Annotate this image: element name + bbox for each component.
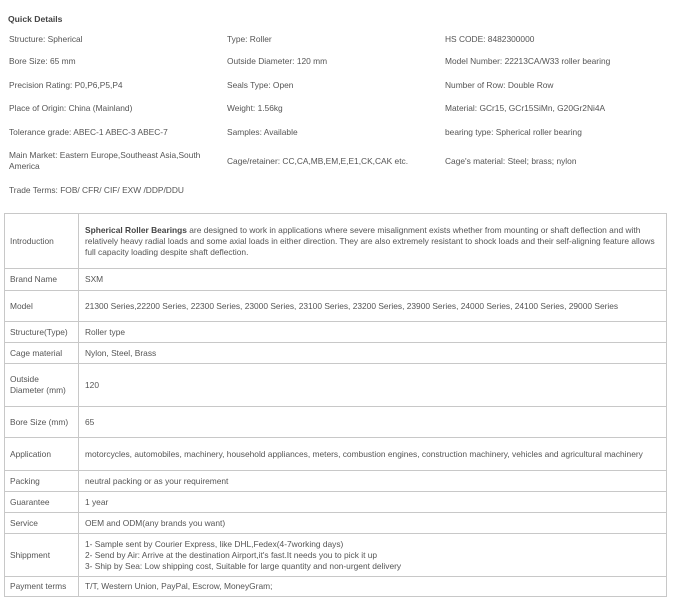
spec-label: Model — [5, 291, 79, 322]
quick-detail-cell: Trade Terms: FOB/ CFR/ CIF/ EXW /DDP/DDU — [9, 184, 184, 195]
spec-value: motorcycles, automobiles, machinery, household appliances, meters, combustion engines, construction machinery, vehicles and agricultural machinery — [79, 438, 667, 471]
spec-label: Introduction — [5, 214, 79, 269]
table-row — [5, 492, 667, 513]
quick-detail-cell — [221, 178, 439, 202]
table-row — [5, 407, 667, 438]
spec-label: Payment terms — [5, 577, 79, 597]
quick-detail-cell: Model Number: 22213CA/W33 roller bearing — [445, 56, 611, 66]
quick-detail-cell: Outside Diameter: 120 mm — [227, 56, 328, 66]
spec-label: Brand Name — [5, 269, 79, 291]
quick-detail-cell: Place of Origin: China (Mainland) — [9, 103, 133, 113]
table-row — [5, 322, 667, 343]
spec-label: Bore Size (mm) — [5, 407, 79, 438]
quick-detail-cell: Cage's material: Steel; brass; nylon — [445, 155, 577, 166]
quick-detail-cell: Material: GCr15, GCr15SiMn, G20Gr2Ni4A — [445, 103, 606, 113]
quick-detail-cell: Main Market: Eastern Europe,Southeast Asia,South America — [9, 150, 201, 171]
spec-label: Guarantee — [5, 492, 79, 513]
quick-detail-cell: Cage/retainer: CC,CA,MB,EM,E,E1,CK,CAK etc. — [227, 155, 409, 166]
spec-label: Cage material — [5, 343, 79, 364]
shippment-line: 3- Ship by Sea: Low shipping cost, Suitable for large quantity and non-urgent delivery — [85, 560, 402, 571]
table-row — [3, 73, 671, 97]
shippment-line: 2- Send by Air: Arrive at the destination Airport,it's fast.It needs you to pick it up — [85, 549, 378, 560]
table-row — [5, 577, 667, 597]
spec-value: SXM — [79, 269, 667, 291]
spec-value: 120 — [79, 364, 667, 407]
spec-value: Roller type — [79, 322, 667, 343]
quick-details-table — [3, 28, 671, 202]
quick-detail-cell: Number of Row: Double Row — [445, 79, 554, 90]
intro-text: are designed to work in applications where severe misalignment exists whether from mounting or shaft deflection and with relatively heavy radial loads and some axial loads in either direction. They are also extremely resistant to shock loads and their self-aligning feature allows full capacity loading despite shaft deflection. — [85, 224, 655, 257]
table-row — [3, 120, 671, 144]
specification-table — [4, 213, 667, 597]
intro-bold-term: Spherical Roller Bearings — [85, 224, 187, 235]
table-row — [3, 178, 671, 202]
quick-detail-cell: Bore Size: 65 mm — [9, 56, 76, 66]
spec-label: Shippment — [5, 534, 79, 577]
quick-detail-cell: Samples: Available — [227, 126, 298, 137]
table-row — [5, 534, 667, 577]
quick-detail-cell: Precision Rating: P0,P6,P5,P4 — [9, 79, 123, 90]
table-row — [3, 50, 671, 73]
quick-detail-cell: Seals Type: Open — [227, 79, 294, 90]
spec-value-introduction — [79, 214, 667, 269]
spec-value: 65 — [79, 407, 667, 438]
table-row — [5, 269, 667, 291]
spec-value: 1 year — [79, 492, 667, 513]
table-row — [3, 28, 671, 50]
quick-detail-cell: Weight: 1.56kg — [227, 103, 283, 113]
quick-detail-cell — [439, 178, 671, 202]
spec-value: Nylon, Steel, Brass — [79, 343, 667, 364]
spec-label: Packing — [5, 471, 79, 492]
quick-detail-cell: Type: Roller — [227, 33, 272, 44]
quick-detail-cell: HS CODE: 8482300000 — [445, 33, 535, 44]
table-row — [5, 471, 667, 492]
quick-detail-cell: bearing type: Spherical roller bearing — [445, 126, 582, 137]
spec-label: Structure(Type) — [5, 322, 79, 343]
spec-label: Service — [5, 513, 79, 534]
table-row — [5, 343, 667, 364]
spec-value: OEM and ODM(any brands you want) — [79, 513, 667, 534]
spec-value: neutral packing or as your requirement — [79, 471, 667, 492]
table-row — [3, 97, 671, 120]
table-row — [5, 438, 667, 471]
spec-value: T/T, Western Union, PayPal, Escrow, MoneyGram; — [79, 577, 667, 597]
table-row — [3, 144, 671, 178]
table-row — [5, 513, 667, 534]
spec-label: Outside Diameter (mm) — [5, 364, 79, 407]
quick-detail-cell: Tolerance grade: ABEC-1 ABEC-3 ABEC-7 — [9, 126, 168, 137]
table-row — [5, 364, 667, 407]
table-row — [5, 214, 667, 269]
quick-details-title: Quick Details — [8, 14, 63, 24]
spec-label: Application — [5, 438, 79, 471]
spec-value-shippment — [79, 534, 667, 577]
quick-detail-cell: Structure: Spherical — [9, 33, 83, 44]
table-row — [5, 291, 667, 322]
shippment-line: 1- Sample sent by Courier Express, like DHL,Fedex(4-7working days) — [85, 538, 344, 549]
spec-value: 21300 Series,22200 Series, 22300 Series, 23000 Series, 23100 Series, 23200 Series, 23900 Series, 24000 Series, 24100 Series, 29000 Series — [79, 291, 667, 322]
